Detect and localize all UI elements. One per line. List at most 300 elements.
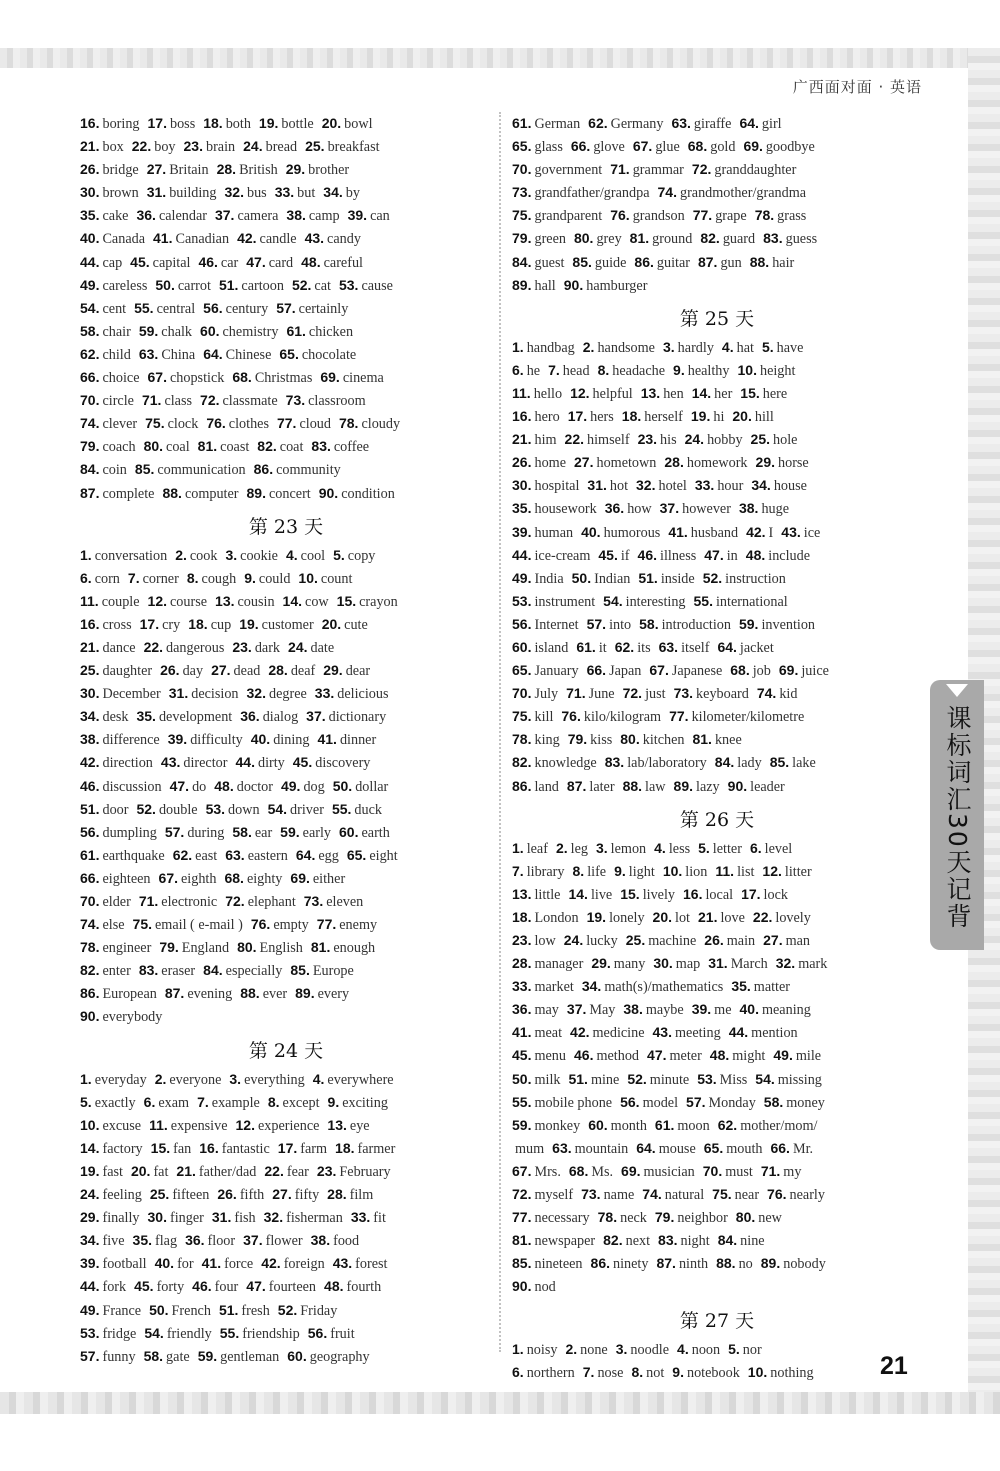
vocab-word: grandmother/grandma xyxy=(679,185,807,202)
vocab-number: 76. xyxy=(206,415,226,432)
vocab-word: have xyxy=(776,339,804,356)
vocab-number: 90. xyxy=(727,777,748,794)
vocab-item xyxy=(333,779,389,795)
vocab-item xyxy=(512,933,556,949)
vocab-word: gold xyxy=(710,139,736,156)
vocab-item xyxy=(80,1187,142,1203)
vocab-number: 4. xyxy=(654,839,666,856)
vocab-item xyxy=(623,1002,683,1018)
vocab-number: 68. xyxy=(232,369,252,386)
vocab-word: day xyxy=(182,663,204,680)
vocab-item xyxy=(739,501,789,517)
vocab-word: engineer xyxy=(102,940,152,957)
vocab-item xyxy=(739,116,781,132)
vocab-word: math(s)/mathematics xyxy=(604,979,724,996)
vocab-number: 84. xyxy=(717,1232,738,1249)
vocab-item xyxy=(610,208,684,224)
vocab-number: 74. xyxy=(80,916,100,933)
vocab-item xyxy=(185,1233,235,1249)
vocab-line xyxy=(512,775,922,798)
vocab-word: head xyxy=(562,362,590,379)
vocab-line xyxy=(80,158,492,181)
vocab-word: Mr. xyxy=(792,1140,814,1157)
vocab-number: 17. xyxy=(139,615,160,632)
vocab-number: 79. xyxy=(512,230,532,247)
vocab-line xyxy=(512,1091,922,1114)
vocab-number: 33. xyxy=(512,978,532,995)
vocab-number: 20. xyxy=(321,615,342,632)
vocab-line xyxy=(512,1275,922,1298)
vocab-number: 28. xyxy=(327,1186,347,1203)
vocab-item xyxy=(259,116,314,132)
vocab-number: 87. xyxy=(656,1255,676,1272)
vocab-word: camera xyxy=(237,208,279,225)
vocab-item xyxy=(80,439,136,455)
vocab-number: 69. xyxy=(290,869,310,886)
vocab-number: 23. xyxy=(183,138,203,155)
vocab-line xyxy=(80,867,492,890)
vocab-item xyxy=(616,1342,669,1358)
vocab-item xyxy=(148,116,196,132)
vocab-item xyxy=(348,208,390,224)
vocab-item xyxy=(324,1279,381,1295)
vocab-number: 48. xyxy=(709,1047,730,1064)
vocab-line xyxy=(80,1345,492,1368)
vocab-item xyxy=(686,1095,756,1111)
vocab-item xyxy=(279,347,356,363)
vocab-number: 88. xyxy=(240,985,260,1002)
vocab-item xyxy=(730,663,771,679)
vocab-number: 89. xyxy=(295,985,315,1002)
vocab-number: 16. xyxy=(512,408,532,425)
vocab-number: 17. xyxy=(741,885,761,902)
vocab-word: if xyxy=(620,547,630,564)
vocab-number: 46. xyxy=(192,1278,212,1295)
vocab-item xyxy=(587,663,642,679)
vocab-word: expensive xyxy=(170,1117,228,1134)
vocab-item xyxy=(623,779,666,795)
vocab-number: 18. xyxy=(335,1139,355,1156)
vocab-word: early xyxy=(302,824,331,841)
vocab-number: 71. xyxy=(566,685,586,702)
vocab-word: grandfather/grandpa xyxy=(534,185,650,202)
vocab-number: 82. xyxy=(80,962,100,979)
vocab-word: Ms. xyxy=(591,1163,614,1180)
vocab-item xyxy=(757,686,798,702)
vocab-number: 83. xyxy=(138,962,159,979)
vocab-item xyxy=(512,956,583,972)
vocab-item xyxy=(80,848,165,864)
vocab-item xyxy=(512,709,553,725)
vocab-line xyxy=(80,181,492,204)
vocab-line xyxy=(80,227,492,250)
vocab-item xyxy=(80,255,122,271)
vocab-item xyxy=(750,255,795,271)
vocab-number: 30. xyxy=(653,955,673,972)
vocab-item xyxy=(251,732,310,748)
vocab-word: itself xyxy=(681,639,710,656)
left-column xyxy=(80,112,492,1368)
vocab-item xyxy=(292,278,331,294)
vocab-word: Japan xyxy=(609,663,642,680)
vocab-item xyxy=(236,755,285,771)
vocab-number: 64. xyxy=(717,638,737,655)
vocab-item xyxy=(512,363,540,379)
vocab-item xyxy=(512,139,563,155)
vocab-item xyxy=(770,1141,813,1157)
vocab-item xyxy=(275,185,316,201)
vocab-item xyxy=(583,1365,624,1381)
vocab-word: none xyxy=(580,1341,608,1358)
vocab-item xyxy=(755,1072,822,1088)
vocab-word: cinema xyxy=(342,370,384,387)
vocab-number: 63. xyxy=(658,638,679,655)
vocab-word: dead xyxy=(233,663,261,680)
vocab-line xyxy=(80,1005,492,1028)
vocab-word: northern xyxy=(526,1364,575,1381)
vocab-item xyxy=(155,1072,222,1088)
vocab-number: 35. xyxy=(80,207,100,224)
vocab-number: 20. xyxy=(321,115,342,131)
vocab-item xyxy=(268,1095,320,1111)
vocab-number: 38. xyxy=(80,731,100,748)
vocab-item xyxy=(80,1279,126,1295)
right-column xyxy=(512,112,922,1384)
vocab-word: many xyxy=(613,956,646,973)
vocab-item xyxy=(244,571,290,587)
vocab-number: 64. xyxy=(636,1139,656,1156)
vocab-item xyxy=(755,208,807,224)
vocab-item xyxy=(692,1002,732,1018)
vocab-line xyxy=(80,890,492,913)
vocab-number: 86. xyxy=(512,777,532,794)
vocab-number: 10. xyxy=(747,1363,768,1380)
vocab-number: 73. xyxy=(285,392,306,409)
vocab-word: eight xyxy=(369,847,398,864)
vocab-line xyxy=(512,837,922,860)
vocab-word: litter xyxy=(784,863,812,880)
vocab-item xyxy=(751,432,798,448)
vocab-line xyxy=(512,636,922,659)
vocab-item xyxy=(576,640,606,656)
vocab-number: 27. xyxy=(146,161,167,178)
vocab-word: noisy xyxy=(526,1341,558,1358)
vocab-number: 83. xyxy=(763,230,783,247)
vocab-number: 28. xyxy=(216,161,237,178)
vocab-item xyxy=(743,139,814,155)
vocab-item xyxy=(80,208,128,224)
vocab-number: 31. xyxy=(146,184,167,201)
vocab-word: email ( e-mail ) xyxy=(155,917,243,934)
vocab-line xyxy=(80,1160,492,1183)
vocab-word: hot xyxy=(609,478,629,495)
vocab-word: child xyxy=(102,346,131,363)
vocab-item xyxy=(631,1365,664,1381)
vocab-word: healthy xyxy=(687,362,730,379)
vocab-item xyxy=(304,894,364,910)
vocab-number: 9. xyxy=(672,1363,684,1380)
vocab-number: 2. xyxy=(555,839,568,856)
vocab-number: 4. xyxy=(677,1340,689,1357)
vocab-word: kilometer/kilometre xyxy=(691,709,805,726)
vocab-number: 76. xyxy=(610,207,630,224)
vocab-item xyxy=(653,910,690,926)
vocab-item xyxy=(715,864,754,880)
vocab-item xyxy=(663,864,708,880)
vocab-word: Canadian xyxy=(175,231,230,248)
vocab-word: night xyxy=(680,1233,710,1250)
vocab-item xyxy=(80,278,147,294)
vocab-word: lazy xyxy=(696,778,720,795)
vocab-word: little xyxy=(534,886,561,903)
vocab-word: carrot xyxy=(177,277,211,294)
vocab-number: 81. xyxy=(512,1232,532,1249)
vocab-item xyxy=(565,1342,607,1358)
vocab-number: 59. xyxy=(197,1347,218,1364)
vocab-item xyxy=(660,501,731,517)
vocab-line xyxy=(80,798,492,821)
vocab-word: cry xyxy=(162,616,181,633)
vocab-number: 67. xyxy=(649,662,669,679)
day-heading: 第 23 天 xyxy=(248,515,324,538)
vocab-word: community xyxy=(276,462,341,479)
vocab-word: natural xyxy=(664,1187,705,1204)
vocab-word: noon xyxy=(691,1341,721,1358)
vocab-word: candy xyxy=(327,231,361,248)
vocab-item xyxy=(756,455,809,471)
vocab-item xyxy=(567,1002,615,1018)
vocab-item xyxy=(512,116,580,132)
vocab-number: 13. xyxy=(512,885,532,902)
vocab-item xyxy=(627,1072,689,1088)
vocab-line xyxy=(512,451,922,474)
vocab-word: home xyxy=(534,455,566,472)
vocab-item xyxy=(512,455,566,471)
vocab-number: 57. xyxy=(164,823,185,840)
vocab-word: illness xyxy=(660,547,697,564)
vocab-number: 30. xyxy=(80,685,100,702)
vocab-line xyxy=(80,1137,492,1160)
vocab-word: lively xyxy=(642,886,676,903)
vocab-item xyxy=(80,486,154,502)
page-number: 21 xyxy=(880,1352,908,1380)
vocab-item xyxy=(80,1095,136,1111)
vocab-item xyxy=(512,1365,575,1381)
vocab-word: ground xyxy=(652,231,693,248)
vocab-number: 59. xyxy=(738,615,759,632)
vocab-item xyxy=(277,416,331,432)
vocab-item xyxy=(605,755,707,771)
vocab-word: housework xyxy=(534,501,597,518)
vocab-word: farmer xyxy=(357,1140,396,1157)
vocab-word: Internet xyxy=(534,616,579,633)
vocab-number: 64. xyxy=(295,846,316,863)
vocab-number: 29. xyxy=(755,454,775,471)
vocab-number: 41. xyxy=(153,230,173,247)
vocab-item xyxy=(162,486,238,502)
vocab-item xyxy=(512,1118,580,1134)
vocab-item xyxy=(512,887,560,903)
vocab-item xyxy=(144,439,190,455)
day-heading: 第 26 天 xyxy=(679,808,755,831)
vocab-item xyxy=(80,1164,123,1180)
vocab-item xyxy=(311,1233,359,1249)
vocab-word: headache xyxy=(612,362,666,379)
vocab-word: cent xyxy=(102,300,127,317)
vocab-word: Miss xyxy=(719,1071,748,1088)
vocab-item xyxy=(322,116,373,132)
vocab-number: 42. xyxy=(80,754,100,771)
vocab-word: nearly xyxy=(789,1187,825,1204)
vocab-number: 70. xyxy=(512,685,532,702)
vocab-item xyxy=(761,1164,802,1180)
vocab-word: coat xyxy=(279,439,304,456)
vocab-number: 46. xyxy=(574,1047,594,1064)
vocab-number: 38. xyxy=(623,1001,643,1018)
vocab-item xyxy=(770,755,816,771)
vocab-word: fantastic xyxy=(221,1140,270,1157)
vocab-word: chicken xyxy=(308,323,354,340)
vocab-item xyxy=(581,1187,634,1203)
vocab-word: cat xyxy=(314,277,331,294)
vocab-number: 31. xyxy=(708,955,728,972)
vocab-number: 67. xyxy=(512,1162,532,1179)
vocab-number: 51. xyxy=(218,276,239,293)
vocab-item xyxy=(322,617,368,633)
vocab-number: 61. xyxy=(80,846,100,863)
vocab-item xyxy=(620,732,684,748)
vocab-word: mile xyxy=(795,1048,822,1065)
vocab-word: my xyxy=(783,1163,802,1180)
vocab-item xyxy=(80,755,153,771)
vocab-number: 24. xyxy=(684,431,705,448)
vocab-word: government xyxy=(534,162,603,179)
vocab-item xyxy=(317,732,376,748)
vocab-number: 56. xyxy=(203,299,223,316)
vocab-word: include xyxy=(768,547,811,564)
vocab-item xyxy=(236,1118,320,1134)
vocab-word: every xyxy=(317,986,350,1003)
vocab-number: 38. xyxy=(310,1232,331,1249)
vocab-word: chocolate xyxy=(301,346,357,363)
vocab-word: director xyxy=(183,755,228,772)
vocab-word: boy xyxy=(154,139,176,156)
vocab-number: 66. xyxy=(80,869,100,886)
vocab-number: 90. xyxy=(318,484,339,501)
vocab-number: 86. xyxy=(634,253,654,270)
vocab-word: film xyxy=(349,1187,374,1204)
vocab-item xyxy=(746,548,810,564)
vocab-number: 44. xyxy=(512,546,532,563)
vocab-number: 26. xyxy=(704,932,724,948)
vocab-number: 5. xyxy=(728,1340,740,1357)
vocab-line xyxy=(512,1206,922,1229)
vocab-item xyxy=(512,162,602,178)
vocab-number: 34. xyxy=(323,184,343,201)
vocab-number: 16. xyxy=(80,115,100,131)
vocab-word: couple xyxy=(101,593,140,610)
vocab-item xyxy=(512,663,579,679)
vocab-item xyxy=(642,1187,704,1203)
vocab-item xyxy=(80,663,152,679)
vocab-item xyxy=(512,1048,566,1064)
vocab-number: 56. xyxy=(512,615,532,632)
vocab-word: China xyxy=(161,346,196,363)
vocab-line xyxy=(80,682,492,705)
vocab-word: cow xyxy=(305,593,329,610)
vocab-word: level xyxy=(764,840,793,857)
vocab-number: 80. xyxy=(143,438,164,455)
vocab-number: 77. xyxy=(316,916,337,933)
vocab-number: 52. xyxy=(291,276,312,293)
vocab-word: lock xyxy=(763,886,788,903)
vocab-number: 69. xyxy=(621,1162,641,1179)
vocab-line xyxy=(80,567,492,590)
vocab-number: 15. xyxy=(150,1139,171,1156)
vocab-word: fridge xyxy=(102,1325,137,1342)
vocab-item xyxy=(281,779,325,795)
vocab-word: invention xyxy=(761,616,816,633)
vocab-item xyxy=(327,1118,369,1134)
vocab-word: camp xyxy=(308,208,340,225)
vocab-word: count xyxy=(320,570,353,587)
vocab-item xyxy=(708,956,768,972)
vocab-number: 33. xyxy=(314,685,335,702)
vocab-line xyxy=(512,521,922,544)
vocab-item xyxy=(746,525,773,541)
vocab-line xyxy=(512,613,922,636)
vocab-item xyxy=(328,1095,388,1111)
vocab-word: green xyxy=(534,231,566,248)
vocab-number: 20. xyxy=(732,408,752,425)
vocab-number: 18. xyxy=(621,408,642,425)
vocab-number: 24. xyxy=(288,638,308,655)
vocab-word: medicine xyxy=(592,1025,645,1042)
vocab-line xyxy=(80,274,492,297)
vocab-word: boss xyxy=(169,116,196,132)
vocab-number: 15. xyxy=(620,885,640,902)
vocab-word: I xyxy=(768,524,774,541)
vocab-item xyxy=(80,1326,136,1342)
vocab-word: Britain xyxy=(169,162,209,179)
vocab-word: enough xyxy=(333,940,376,957)
vocab-line xyxy=(512,112,922,135)
vocab-word: dialog xyxy=(262,709,299,726)
vocab-line xyxy=(80,112,492,135)
vocab-number: 86. xyxy=(253,461,274,478)
vocab-line xyxy=(512,567,922,590)
vocab-number: 79. xyxy=(80,438,100,455)
vocab-word: cute xyxy=(344,616,368,633)
vocab-number: 48. xyxy=(745,546,766,563)
vocab-number: 18. xyxy=(188,615,208,632)
vocab-item xyxy=(286,162,349,178)
vocab-word: everybody xyxy=(102,1009,163,1026)
vocab-item xyxy=(512,340,575,356)
vocab-word: month xyxy=(610,1117,647,1134)
vocab-item xyxy=(570,1025,644,1041)
vocab-number: 49. xyxy=(80,276,100,293)
vocab-item xyxy=(246,255,293,271)
vocab-item xyxy=(150,1187,210,1203)
vocab-number: 27. xyxy=(211,662,231,679)
vocab-number: 86. xyxy=(590,1255,610,1272)
vocab-word: less xyxy=(668,840,691,857)
vocab-item xyxy=(306,709,386,725)
vocab-number: 70. xyxy=(80,392,100,409)
vocab-word: newspaper xyxy=(534,1233,596,1250)
vocab-line xyxy=(80,913,492,936)
